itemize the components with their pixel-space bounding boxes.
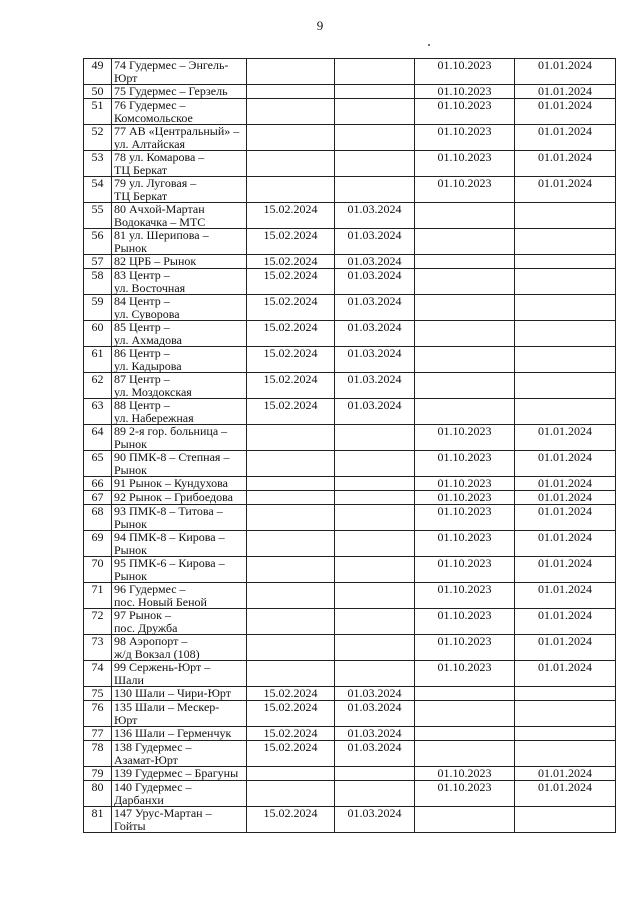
date-col-4 — [335, 477, 415, 491]
route-name-line: 96 Гудермес – — [114, 582, 186, 596]
scan-speck — [428, 44, 430, 46]
date-col-5 — [415, 347, 515, 373]
route-schedule-table — [83, 58, 616, 833]
date-col-5: 01.10.2023 — [415, 151, 515, 177]
table-row — [84, 635, 616, 661]
date-col-4: 01.03.2024 — [335, 807, 415, 833]
table-row — [84, 781, 616, 807]
route-name-line: 147 Урус-Мартан – — [114, 806, 212, 820]
date-col-6: 01.01.2024 — [515, 583, 616, 609]
row-number: 71 — [84, 583, 112, 609]
route-name-line: пос. Новый Беной — [114, 594, 207, 609]
date-col-3: 15.02.2024 — [247, 347, 335, 373]
table-row — [84, 321, 616, 347]
date-col-3 — [247, 99, 335, 125]
route-name-cell — [112, 269, 247, 295]
route-name-cell — [112, 661, 247, 687]
date-col-5 — [415, 295, 515, 321]
date-col-4: 01.03.2024 — [335, 321, 415, 347]
date-col-5: 01.10.2023 — [415, 425, 515, 451]
date-col-3 — [247, 125, 335, 151]
date-col-4: 01.03.2024 — [335, 687, 415, 701]
route-name-line: 98 Аэропорт – — [114, 634, 188, 648]
table-row — [84, 557, 616, 583]
route-name-line: ул. Кадырова — [114, 358, 182, 373]
date-col-5 — [415, 203, 515, 229]
date-col-4 — [335, 635, 415, 661]
date-col-6 — [515, 399, 616, 425]
route-name-cell — [112, 425, 247, 451]
date-col-6: 01.01.2024 — [515, 609, 616, 635]
route-name-cell — [112, 151, 247, 177]
route-name-line: 140 Гудермес – — [114, 780, 192, 794]
route-name-line: 135 Шали – Мескер- — [114, 700, 220, 714]
date-col-4 — [335, 767, 415, 781]
date-col-3: 15.02.2024 — [247, 373, 335, 399]
row-number: 53 — [84, 151, 112, 177]
date-col-6 — [515, 687, 616, 701]
row-number: 74 — [84, 661, 112, 687]
date-col-3: 15.02.2024 — [247, 399, 335, 425]
route-name-line: 74 Гудермес – Энгель- — [114, 58, 229, 72]
route-name-line: 83 Центр – — [114, 268, 170, 282]
route-name-line: 79 ул. Луговая – — [114, 176, 197, 190]
route-name-line: 85 Центр – — [114, 320, 170, 334]
date-col-4 — [335, 781, 415, 807]
date-col-5: 01.10.2023 — [415, 635, 515, 661]
date-col-6: 01.01.2024 — [515, 151, 616, 177]
date-col-5: 01.10.2023 — [415, 767, 515, 781]
route-name-cell — [112, 583, 247, 609]
date-col-3 — [247, 59, 335, 85]
date-col-6: 01.01.2024 — [515, 661, 616, 687]
date-col-3: 15.02.2024 — [247, 741, 335, 767]
date-col-3 — [247, 781, 335, 807]
route-name-cell — [112, 85, 247, 99]
route-name-cell — [112, 477, 247, 491]
date-col-4 — [335, 557, 415, 583]
date-col-6 — [515, 321, 616, 347]
row-number: 52 — [84, 125, 112, 151]
date-col-4: 01.03.2024 — [335, 203, 415, 229]
date-col-4: 01.03.2024 — [335, 741, 415, 767]
date-col-3 — [247, 85, 335, 99]
table-row — [84, 177, 616, 203]
date-col-3: 15.02.2024 — [247, 255, 335, 269]
route-name-line: 136 Шали – Герменчук — [114, 726, 232, 740]
date-col-4 — [335, 491, 415, 505]
date-col-6: 01.01.2024 — [515, 451, 616, 477]
route-name-cell — [112, 635, 247, 661]
row-number: 56 — [84, 229, 112, 255]
table-row — [84, 85, 616, 99]
date-col-6 — [515, 203, 616, 229]
route-name-line: 92 Рынок – Грибоедова — [114, 490, 233, 504]
date-col-5 — [415, 255, 515, 269]
route-name-line: 97 Рынок – — [114, 608, 171, 622]
route-name-cell — [112, 531, 247, 557]
row-number: 51 — [84, 99, 112, 125]
date-col-5: 01.10.2023 — [415, 557, 515, 583]
date-col-4 — [335, 451, 415, 477]
date-col-3 — [247, 531, 335, 557]
date-col-6 — [515, 807, 616, 833]
route-name-cell — [112, 203, 247, 229]
route-name-line: 138 Гудермес – — [114, 740, 192, 754]
route-name-line: 89 2-я гор. больница – — [114, 424, 228, 438]
date-col-3 — [247, 177, 335, 203]
date-col-5: 01.10.2023 — [415, 531, 515, 557]
date-col-5 — [415, 399, 515, 425]
row-number: 61 — [84, 347, 112, 373]
route-name-cell — [112, 229, 247, 255]
route-name-line: Юрт — [114, 712, 138, 727]
route-name-cell — [112, 491, 247, 505]
date-col-6 — [515, 255, 616, 269]
date-col-3: 15.02.2024 — [247, 269, 335, 295]
date-col-4 — [335, 531, 415, 557]
route-name-cell — [112, 399, 247, 425]
route-name-line: 93 ПМК-8 – Титова – — [114, 504, 223, 518]
route-name-line: ул. Набережная — [114, 410, 194, 425]
date-col-6: 01.01.2024 — [515, 477, 616, 491]
date-col-3 — [247, 583, 335, 609]
row-number: 68 — [84, 505, 112, 531]
route-name-line: Рынок — [114, 516, 147, 531]
table-row — [84, 741, 616, 767]
date-col-6: 01.01.2024 — [515, 557, 616, 583]
date-col-4 — [335, 85, 415, 99]
route-name-cell — [112, 373, 247, 399]
route-name-line: 94 ПМК-8 – Кирова – — [114, 530, 225, 544]
date-col-6 — [515, 295, 616, 321]
route-name-line: 91 Рынок – Кундухова — [114, 476, 228, 490]
route-name-line: 86 Центр – — [114, 346, 170, 360]
date-col-5: 01.10.2023 — [415, 477, 515, 491]
date-col-5 — [415, 741, 515, 767]
date-col-5: 01.10.2023 — [415, 59, 515, 85]
date-col-4: 01.03.2024 — [335, 373, 415, 399]
date-col-6: 01.01.2024 — [515, 425, 616, 451]
date-col-4: 01.03.2024 — [335, 269, 415, 295]
table-row — [84, 807, 616, 833]
route-name-cell — [112, 295, 247, 321]
row-number: 54 — [84, 177, 112, 203]
route-name-cell — [112, 451, 247, 477]
date-col-5 — [415, 229, 515, 255]
date-col-6 — [515, 701, 616, 727]
route-name-cell — [112, 609, 247, 635]
route-name-line: ул. Суворова — [114, 306, 180, 321]
route-name-line: Рынок — [114, 462, 147, 477]
route-name-cell — [112, 807, 247, 833]
date-col-4 — [335, 59, 415, 85]
date-col-4: 01.03.2024 — [335, 229, 415, 255]
route-name-cell — [112, 59, 247, 85]
table-row — [84, 477, 616, 491]
route-name-line: 81 ул. Шерипова – — [114, 228, 209, 242]
date-col-4: 01.03.2024 — [335, 701, 415, 727]
date-col-6: 01.01.2024 — [515, 767, 616, 781]
date-col-5 — [415, 807, 515, 833]
date-col-3 — [247, 425, 335, 451]
route-name-line: ул. Моздокская — [114, 384, 192, 399]
route-name-line: 130 Шали – Чири-Юрт — [114, 686, 232, 700]
date-col-6: 01.01.2024 — [515, 531, 616, 557]
table-row — [84, 125, 616, 151]
date-col-4: 01.03.2024 — [335, 295, 415, 321]
table-row — [84, 767, 616, 781]
date-col-5: 01.10.2023 — [415, 609, 515, 635]
route-name-cell — [112, 687, 247, 701]
date-col-4: 01.03.2024 — [335, 347, 415, 373]
date-col-4: 01.03.2024 — [335, 399, 415, 425]
route-name-line: 77 АВ «Центральный» – — [114, 124, 240, 138]
table-row — [84, 727, 616, 741]
route-name-line: 76 Гудермес – — [114, 98, 186, 112]
route-name-line: 82 ЦРБ – Рынок — [114, 254, 197, 268]
route-name-line: 78 ул. Комарова – — [114, 150, 205, 164]
row-number: 76 — [84, 701, 112, 727]
date-col-5 — [415, 269, 515, 295]
date-col-4 — [335, 177, 415, 203]
row-number: 77 — [84, 727, 112, 741]
table-row — [84, 255, 616, 269]
route-name-line: Рынок — [114, 436, 147, 451]
route-name-cell — [112, 767, 247, 781]
date-col-3 — [247, 491, 335, 505]
row-number: 62 — [84, 373, 112, 399]
table-row — [84, 425, 616, 451]
row-number: 60 — [84, 321, 112, 347]
table-row — [84, 203, 616, 229]
route-name-cell — [112, 347, 247, 373]
route-name-cell — [112, 177, 247, 203]
date-col-6: 01.01.2024 — [515, 781, 616, 807]
date-col-5: 01.10.2023 — [415, 451, 515, 477]
date-col-3: 15.02.2024 — [247, 727, 335, 741]
route-name-line: Рынок — [114, 542, 147, 557]
date-col-5: 01.10.2023 — [415, 505, 515, 531]
table-row — [84, 373, 616, 399]
route-name-cell — [112, 557, 247, 583]
date-col-3: 15.02.2024 — [247, 701, 335, 727]
route-name-cell — [112, 321, 247, 347]
date-col-4 — [335, 661, 415, 687]
table-row — [84, 347, 616, 373]
date-col-6 — [515, 229, 616, 255]
date-col-5 — [415, 373, 515, 399]
date-col-3: 15.02.2024 — [247, 229, 335, 255]
date-col-5: 01.10.2023 — [415, 85, 515, 99]
date-col-4: 01.03.2024 — [335, 727, 415, 741]
row-number: 73 — [84, 635, 112, 661]
date-col-4 — [335, 583, 415, 609]
date-col-6 — [515, 741, 616, 767]
row-number: 79 — [84, 767, 112, 781]
route-name-cell — [112, 505, 247, 531]
date-col-3: 15.02.2024 — [247, 807, 335, 833]
table-row — [84, 59, 616, 85]
route-name-cell — [112, 255, 247, 269]
table-row — [84, 531, 616, 557]
row-number: 63 — [84, 399, 112, 425]
table-row — [84, 609, 616, 635]
row-number: 55 — [84, 203, 112, 229]
route-name-line: 99 Сержень-Юрт – — [114, 660, 211, 674]
route-name-line: ул. Ахмадова — [114, 332, 182, 347]
table-row — [84, 687, 616, 701]
table-row — [84, 701, 616, 727]
route-name-cell — [112, 781, 247, 807]
date-col-5: 01.10.2023 — [415, 661, 515, 687]
table-row — [84, 399, 616, 425]
route-name-line: ул. Восточная — [114, 280, 186, 295]
table-body — [84, 59, 616, 833]
date-col-5 — [415, 727, 515, 741]
route-name-line: ТЦ Беркат — [114, 188, 168, 203]
table-row — [84, 451, 616, 477]
table-row — [84, 505, 616, 531]
row-number: 66 — [84, 477, 112, 491]
date-col-3 — [247, 635, 335, 661]
date-col-6: 01.01.2024 — [515, 99, 616, 125]
route-name-line: 139 Гудермес – Брагуны — [114, 766, 239, 780]
route-name-line: 95 ПМК-6 – Кирова – — [114, 556, 225, 570]
route-name-cell — [112, 741, 247, 767]
date-col-6 — [515, 269, 616, 295]
table-row — [84, 491, 616, 505]
row-number: 49 — [84, 59, 112, 85]
table-row — [84, 661, 616, 687]
row-number: 78 — [84, 741, 112, 767]
route-name-line: 84 Центр – — [114, 294, 170, 308]
row-number: 69 — [84, 531, 112, 557]
table-row — [84, 151, 616, 177]
row-number: 58 — [84, 269, 112, 295]
date-col-3 — [247, 505, 335, 531]
date-col-4: 01.03.2024 — [335, 255, 415, 269]
row-number: 67 — [84, 491, 112, 505]
table-row — [84, 99, 616, 125]
route-name-line: Азамат-Юрт — [114, 752, 178, 767]
date-col-3 — [247, 609, 335, 635]
date-col-6: 01.01.2024 — [515, 177, 616, 203]
route-name-line: пос. Дружба — [114, 620, 178, 635]
route-name-line: Дарбанхи — [114, 792, 164, 807]
date-col-3 — [247, 661, 335, 687]
date-col-4 — [335, 99, 415, 125]
route-name-line: ул. Алтайская — [114, 136, 186, 151]
route-name-line: Комсомольское — [114, 110, 193, 125]
date-col-6 — [515, 373, 616, 399]
row-number: 81 — [84, 807, 112, 833]
date-col-3: 15.02.2024 — [247, 321, 335, 347]
date-col-5: 01.10.2023 — [415, 491, 515, 505]
date-col-5 — [415, 701, 515, 727]
date-col-3 — [247, 477, 335, 491]
date-col-4 — [335, 125, 415, 151]
date-col-6: 01.01.2024 — [515, 635, 616, 661]
page-number: 9 — [316, 18, 324, 33]
row-number: 50 — [84, 85, 112, 99]
route-name-line: 88 Центр – — [114, 398, 170, 412]
route-name-line: Водокачка – МТС — [114, 214, 206, 229]
route-name-line: Гойты — [114, 818, 146, 833]
date-col-6: 01.01.2024 — [515, 85, 616, 99]
row-number: 72 — [84, 609, 112, 635]
route-name-cell — [112, 701, 247, 727]
route-name-line: Юрт — [114, 70, 138, 85]
route-name-cell — [112, 125, 247, 151]
route-name-line: Рынок — [114, 240, 147, 255]
date-col-3 — [247, 767, 335, 781]
date-col-5 — [415, 687, 515, 701]
date-col-6: 01.01.2024 — [515, 125, 616, 151]
date-col-5 — [415, 321, 515, 347]
date-col-3: 15.02.2024 — [247, 295, 335, 321]
row-number: 65 — [84, 451, 112, 477]
date-col-3 — [247, 151, 335, 177]
date-col-5: 01.10.2023 — [415, 177, 515, 203]
date-col-6: 01.01.2024 — [515, 59, 616, 85]
route-name-line: Рынок — [114, 568, 147, 583]
date-col-5: 01.10.2023 — [415, 125, 515, 151]
route-name-line: ТЦ Беркат — [114, 162, 168, 177]
date-col-6 — [515, 347, 616, 373]
date-col-5: 01.10.2023 — [415, 99, 515, 125]
date-col-6 — [515, 727, 616, 741]
date-col-3 — [247, 557, 335, 583]
date-col-6: 01.01.2024 — [515, 491, 616, 505]
date-col-5: 01.10.2023 — [415, 781, 515, 807]
date-col-3: 15.02.2024 — [247, 203, 335, 229]
route-name-line: 80 Ачхой-Мартан — [114, 202, 205, 216]
row-number: 57 — [84, 255, 112, 269]
route-name-line: 90 ПМК-8 – Степная – — [114, 450, 230, 464]
table-row — [84, 583, 616, 609]
date-col-3 — [247, 451, 335, 477]
route-name-line: ж/д Вокзал (108) — [114, 646, 200, 661]
route-name-line: Шали — [114, 672, 144, 687]
route-name-cell — [112, 727, 247, 741]
row-number: 70 — [84, 557, 112, 583]
row-number: 80 — [84, 781, 112, 807]
date-col-6: 01.01.2024 — [515, 505, 616, 531]
date-col-3: 15.02.2024 — [247, 687, 335, 701]
route-name-line: 87 Центр – — [114, 372, 170, 386]
date-col-4 — [335, 609, 415, 635]
row-number: 75 — [84, 687, 112, 701]
table-row — [84, 229, 616, 255]
route-name-cell — [112, 99, 247, 125]
date-col-4 — [335, 151, 415, 177]
table-row — [84, 269, 616, 295]
row-number: 64 — [84, 425, 112, 451]
date-col-5: 01.10.2023 — [415, 583, 515, 609]
date-col-4 — [335, 505, 415, 531]
table-row — [84, 295, 616, 321]
route-name-line: 75 Гудермес – Герзель — [114, 84, 228, 98]
row-number: 59 — [84, 295, 112, 321]
date-col-4 — [335, 425, 415, 451]
